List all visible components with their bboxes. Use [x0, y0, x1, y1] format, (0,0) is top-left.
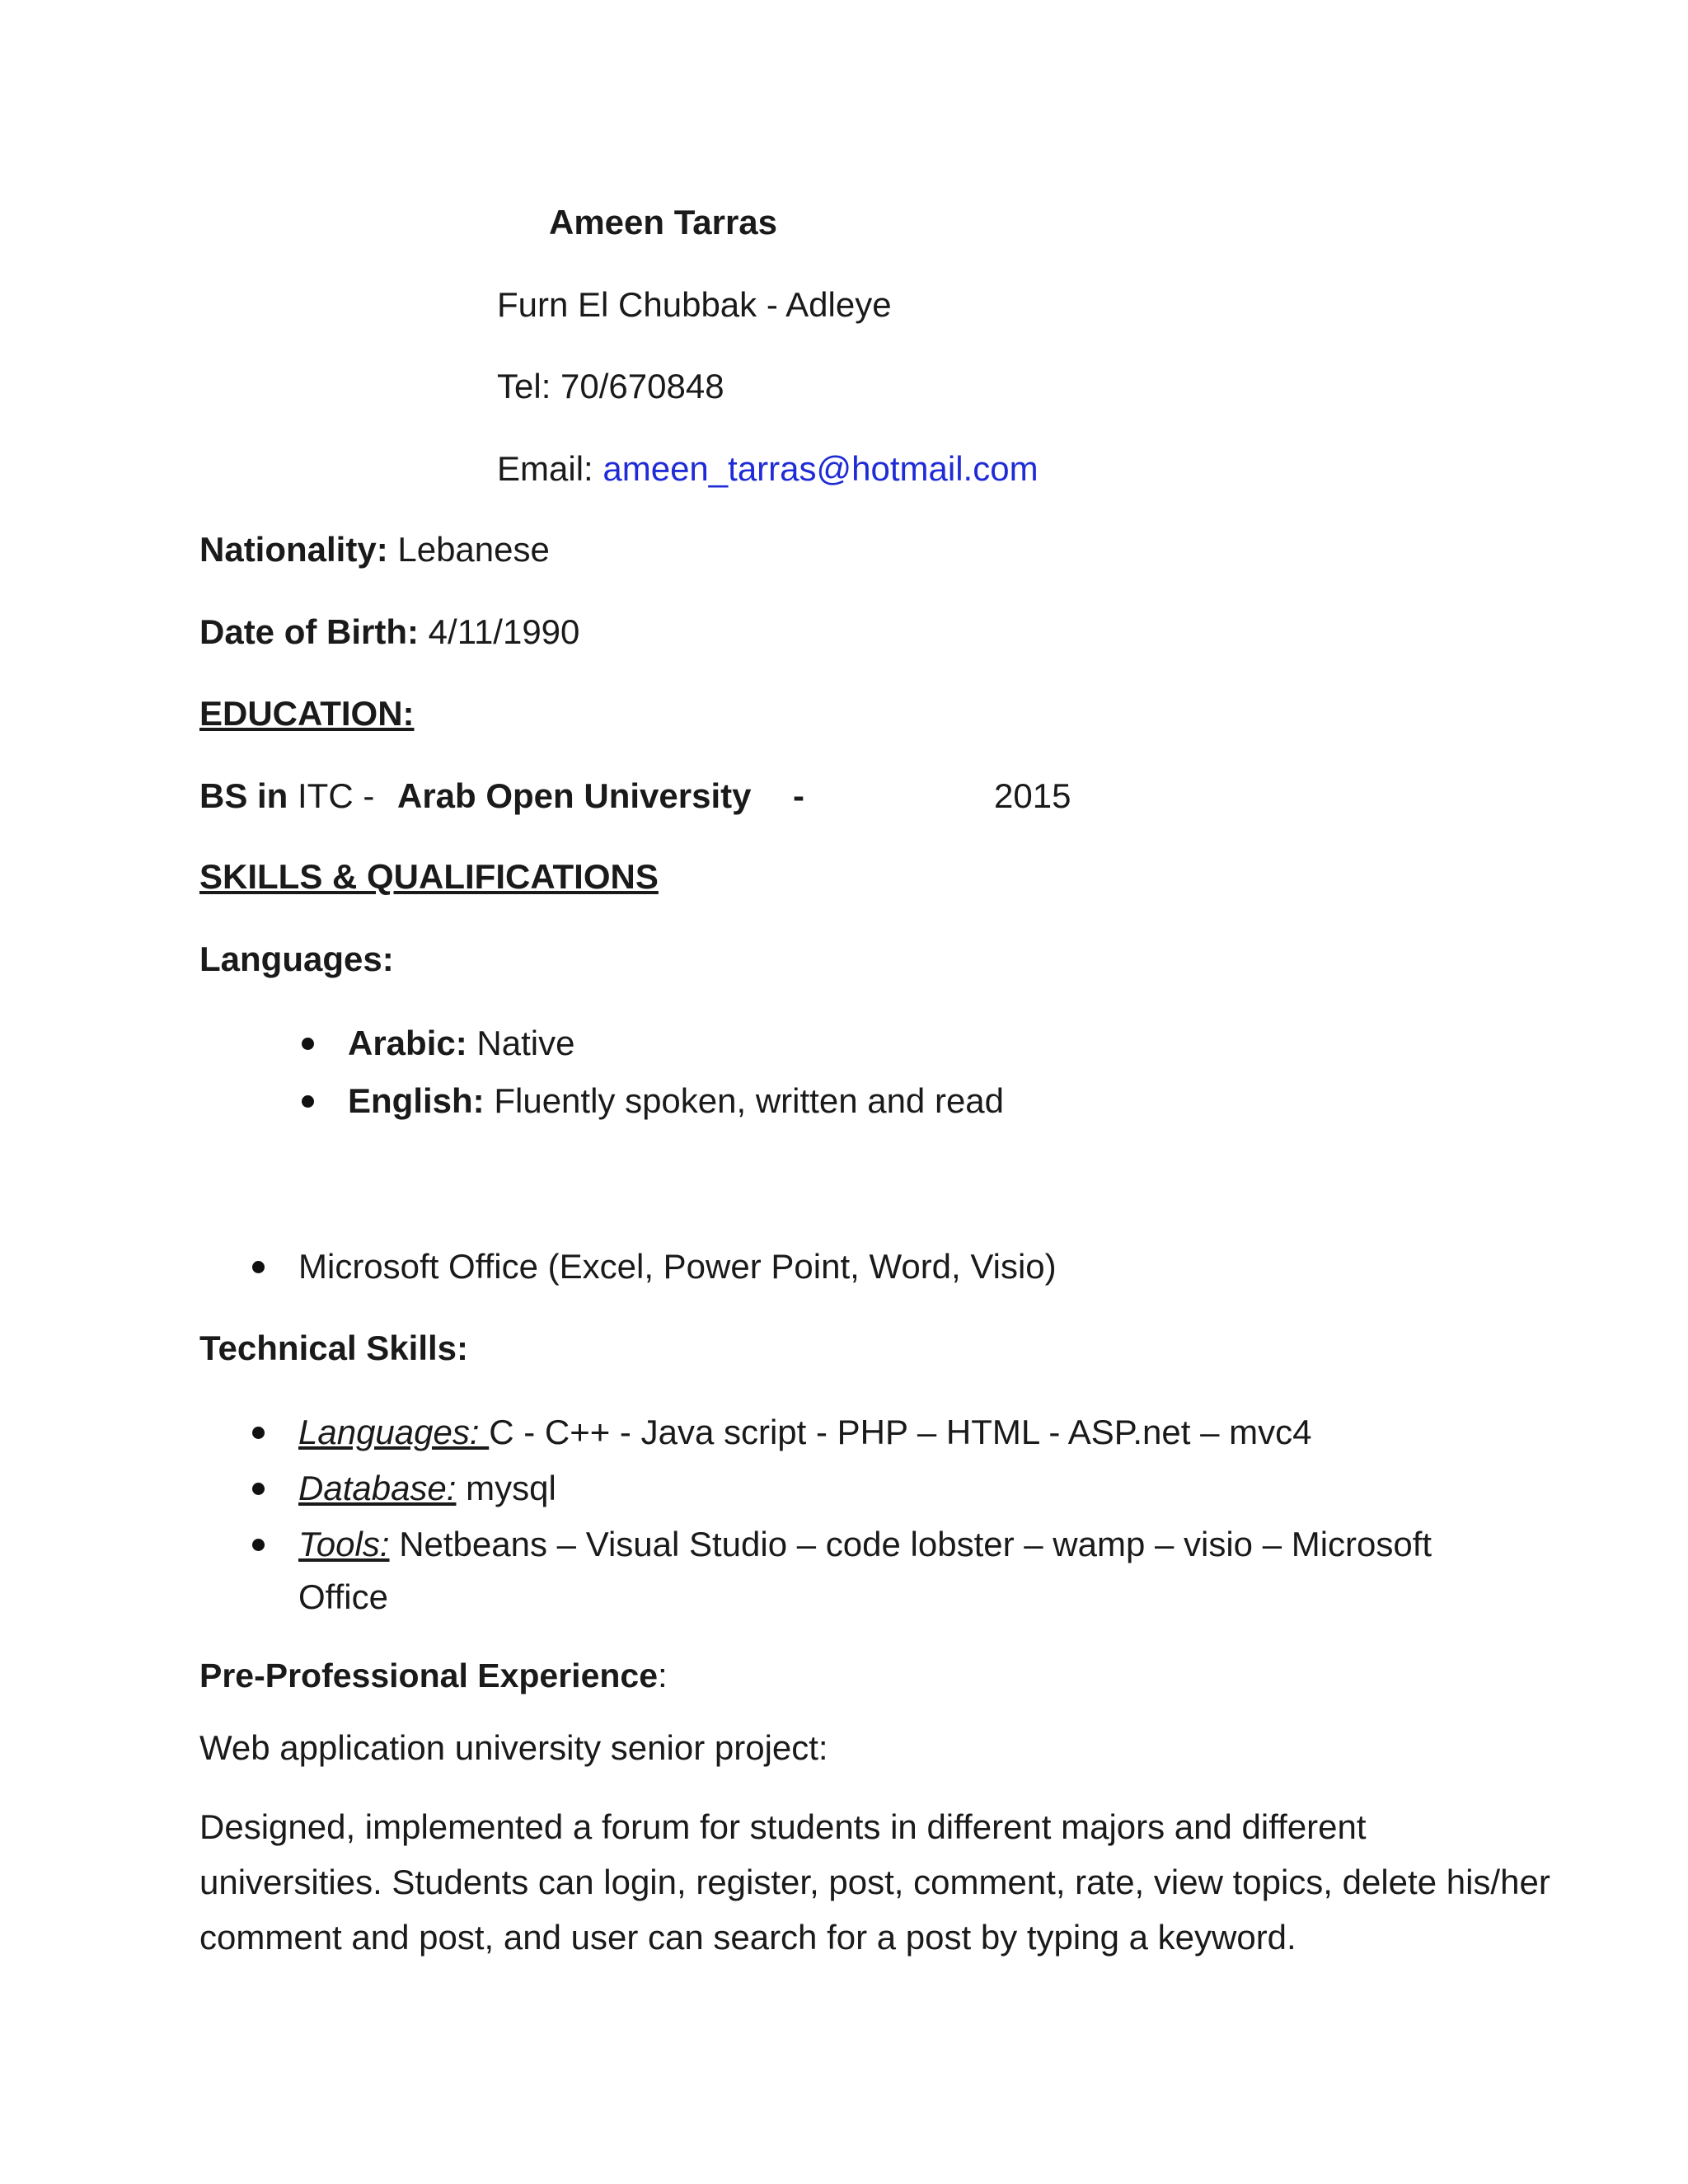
bullet-icon — [302, 1038, 314, 1050]
dob-value: 4/11/1990 — [428, 612, 580, 651]
skills-heading: SKILLS & QUALIFICATIONS — [199, 857, 659, 896]
bullet-icon — [252, 1539, 265, 1551]
technical-item-languages — [298, 1411, 1311, 1454]
language-label: Arabic: — [348, 1024, 467, 1062]
technical-item-database — [298, 1467, 556, 1510]
language-value: Fluently spoken, written and read — [494, 1081, 1005, 1120]
language-label: English: — [348, 1081, 485, 1120]
technical-item-tools-continuation: Office — [298, 1577, 388, 1616]
project-description: Designed, implemented a forum for students in different majors and different universities. Students can login, register, post, comment, rate, view topics, delete his/her comment and post, and user can search for a post by typing a keyword. — [199, 1807, 1550, 1957]
bullet-icon — [252, 1483, 265, 1495]
nationality-value: Lebanese — [397, 530, 550, 569]
bullet-icon — [302, 1095, 314, 1108]
language-value: Native — [476, 1024, 575, 1062]
university-name: Arab Open University — [397, 776, 752, 815]
degree-value: ITC - — [298, 776, 375, 815]
language-item-arabic — [348, 1022, 574, 1065]
email-label: Email: — [497, 449, 593, 488]
email-link[interactable]: ameen_tarras@hotmail.com — [603, 449, 1039, 488]
experience-heading-colon: : — [658, 1656, 668, 1694]
languages-heading: Languages: — [199, 940, 394, 978]
office-skill: Microsoft Office (Excel, Power Point, Word, Visio) — [298, 1247, 1057, 1286]
bullet-icon — [252, 1427, 265, 1439]
address: Furn El Chubbak - Adleye — [497, 285, 892, 324]
graduation-year: 2015 — [994, 776, 1071, 815]
language-item-english — [348, 1080, 1004, 1122]
tel-value: 70/670848 — [560, 367, 724, 405]
technical-value: Netbeans – Visual Studio – code lobster – wamp – visio – Microsoft — [389, 1525, 1432, 1563]
project-title: Web application university senior project: — [199, 1728, 828, 1767]
technical-skills-heading: Technical Skills: — [199, 1329, 469, 1367]
dob-label: Date of Birth: — [199, 612, 419, 651]
nationality-label: Nationality: — [199, 530, 388, 569]
technical-label: Languages: — [298, 1413, 490, 1451]
technical-label: Tools: — [298, 1525, 390, 1563]
education-separator: - — [793, 776, 804, 815]
tel-label: Tel: — [497, 367, 551, 405]
resume-name: Ameen Tarras — [549, 203, 778, 241]
technical-label: Database: — [298, 1469, 457, 1507]
experience-heading — [199, 1654, 668, 1697]
technical-value: mysql — [456, 1469, 556, 1507]
technical-item-tools — [298, 1523, 1432, 1566]
telephone — [497, 365, 724, 408]
date-of-birth — [199, 611, 579, 654]
experience-heading-text: Pre-Professional Experience — [199, 1657, 659, 1694]
bullet-icon — [252, 1261, 265, 1273]
nationality — [199, 528, 550, 571]
education-heading: EDUCATION: — [199, 694, 415, 733]
degree-label: BS in — [199, 776, 288, 815]
education-degree — [199, 775, 374, 818]
email — [497, 448, 1039, 490]
technical-value: C - C++ - Java script - PHP – HTML - ASP.net – mvc4 — [489, 1413, 1312, 1451]
